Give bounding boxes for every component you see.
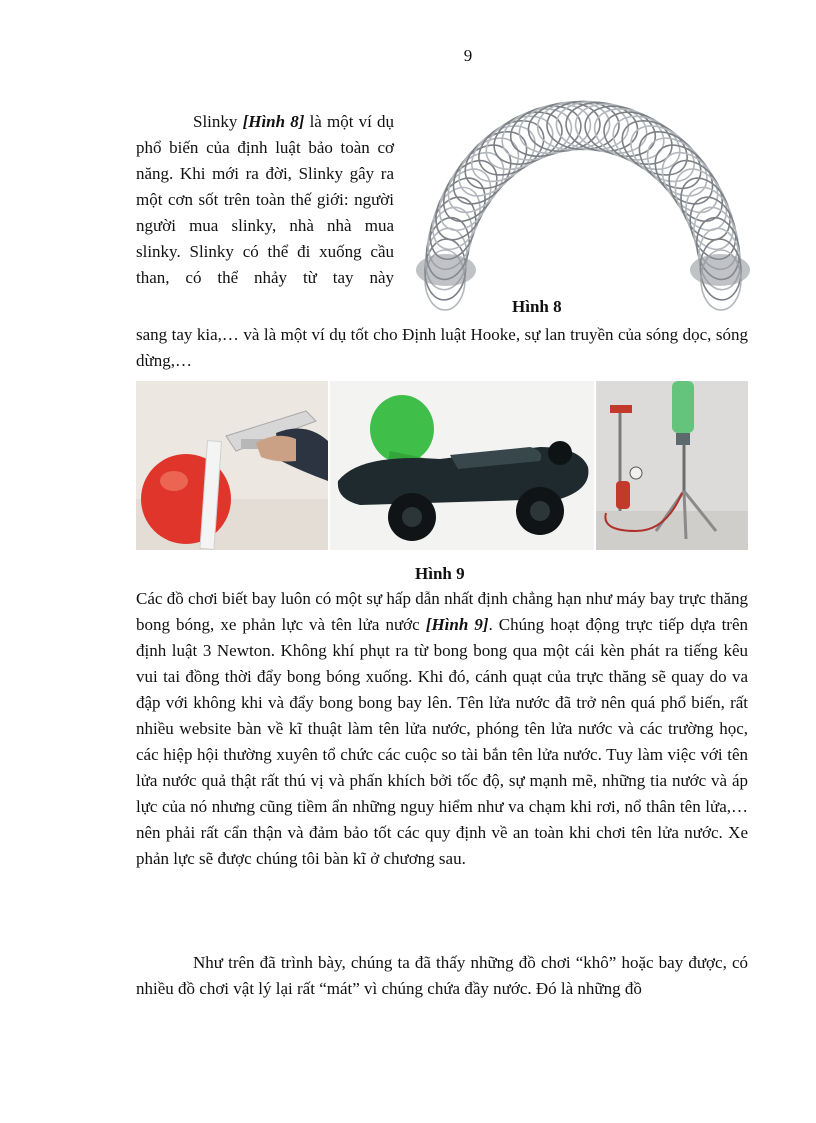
continuation-paragraph: sang tay kia,… và là một ví dụ tốt cho Định luật Hooke, sự lan truyền của sóng dọc, sóng dừng,… xyxy=(136,325,748,370)
body-p1-a: Các đồ chơi biết bay luôn có một sự hấp dẫn nhất định chẳng hạn như máy bay trực thăng bong bóng, xe phản lực và tên lửa nước xyxy=(136,589,748,634)
body-paragraph-2: Như trên đã trình bày, chúng ta đã thấy những đồ chơi “khô” hoặc bay được, có nhiều đồ chơi vật lý lại rất “mát” vì chúng chứa đầy nước. Đó là những đồ xyxy=(136,953,748,998)
body-p1-b: . Chúng hoạt động trực tiếp dựa trên định luật 3 Newton. Không khí phụt ra từ bong bong qua một cái kèn phát ra tiếng kêu vui tai đồng thời đẩy bong bóng xuống. Khi đó, cánh quạt của trực thăng sẽ quay do va đập với không khi và đẩy bong bong bay lên. Tên lửa nước đã trở nên quá phổ biến, rất nhiều website bàn về kĩ thuật làm tên lửa nước, phóng tên lửa nước và các trường học, các hiệp hội thường xuyên tổ chức các cuộc so tài bắn tên lửa nước. Tuy làm việc với tên lửa nước quả thật rất thú vị và phấn khích bởi tốc độ, sự mạnh mẽ, những tia nước và áp lực của nó nhưng cũng tiềm ẩn những nguy hiểm như va chạm khi rơi, nổ thân tên lửa,… nên phải rất cẩn thận và đảm bảo tốt các quy định về an toàn khi chơi tên lửa nước. Xe phản lực sẽ được chúng tôi bàn kĩ ở chương sau. xyxy=(136,615,749,868)
intro-lead: Slinky xyxy=(193,112,243,131)
figure-9-caption: Hình 9 xyxy=(415,564,465,583)
body-figure-ref: [Hình 9] xyxy=(425,615,489,634)
figure-8-caption: Hình 8 xyxy=(512,297,562,316)
intro-text: là một ví dụ phổ biến của định luật bảo toàn cơ năng. Khi mới ra đời, Slinky gây ra một cơn sốt trên toàn thế giới: người người mua slinky, nhà nhà mua slinky. Slinky có thể đi xuống cầu than, có thể nhảy từ tay này xyxy=(136,112,394,287)
page-number: 9 xyxy=(463,46,473,65)
body-paragraph-1 xyxy=(136,586,748,872)
balloon-helicopter-photo xyxy=(136,381,328,550)
intro-figure-ref: [Hình 8] xyxy=(242,112,305,131)
slinky-coil xyxy=(588,100,671,169)
jet-car-photo xyxy=(330,381,594,550)
water-rocket-photo xyxy=(596,381,748,550)
intro-paragraph xyxy=(136,109,394,291)
slinky-illustration xyxy=(408,84,756,322)
